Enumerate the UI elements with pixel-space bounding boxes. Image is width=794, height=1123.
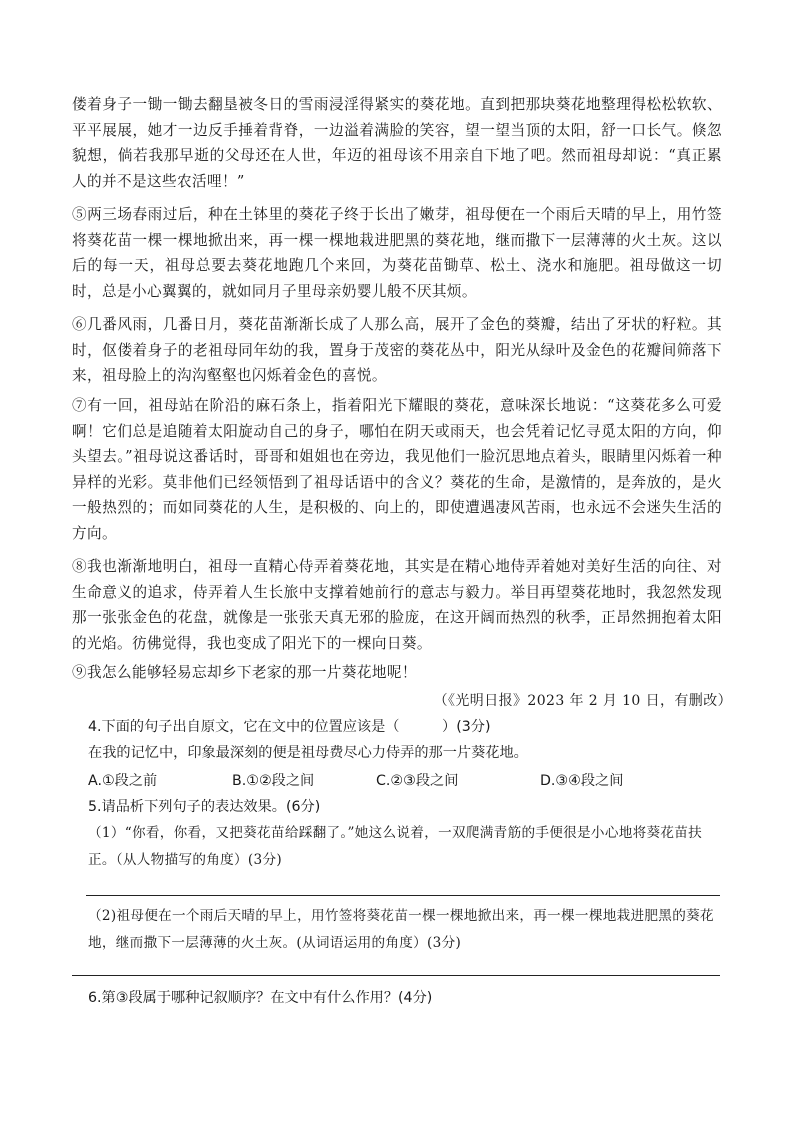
question-6-stem: 6.第③段属于哪种记叙顺序？在文中有什么作用？(4分) — [88, 990, 433, 1006]
option-a[interactable]: A.①段之前 — [88, 773, 158, 789]
question-5-part-2: （2)祖母便在一个雨后天晴的早上，用竹签将葵花苗一棵一棵地掀出来，再一棵一棵地栽进肥黑的葵花地，继而撒下一层薄薄的火土灰。(从词语运用的角度）(3分) — [88, 908, 714, 951]
article-paragraph-8: ⑧我也渐渐地明白，祖母一直精心侍弄着葵花地，其实是在精心地侍弄着她对美好生活的向往、对生命意义的追求，侍弄着人生长旅中支撑着她前行的意志与毅力。举目再望葵花地时，我忽然发现那一张张金色的花盘，就像是一张张天真无邪的脸庞，在这开阔而热烈的秋季，正昂然拥抱着太阳的光焰。彷佛觉得，我也变成了阳光下的一棵向日葵。 — [72, 558, 722, 652]
question-5-stem: 5.请品析下列句子的表达效果。(6分) — [88, 799, 321, 815]
question-5-part-1: （1）“你看，你看，又把葵花苗给踩翻了。”她这么说着，一双爬满青筋的手便很是小心地将葵花苗扶正。（从人物描写的角度）(3分) — [88, 825, 703, 868]
article-paragraph-7: ⑦有一回，祖母站在阶沿的麻石条上，指着阳光下耀眼的葵花，意味深长地说：“这葵花多么可爱啊！它们总是追随着太阳旋动自己的身子，哪怕在阴天或雨天，也会凭着记忆寻觅太阳的方向，仰头望去。”祖母说这番话时，哥哥和姐姐也在旁边，我见他们一脸沉思地点着头，眼睛里闪烁着一种异样的光彩。莫非他们已经领悟到了祖母话语中的含义？葵花的生命，是激情的，是奔放的，是火一般热烈的；而如同葵花的人生，是积极的、向上的，即使遭遇凄风苦雨，也永远不会迷失生活的方向。 — [72, 397, 722, 542]
article-paragraph-continued: 偻着身子一锄一锄去翻垦被冬日的雪雨浸淫得紧实的葵花地。直到把那块葵花地整理得松松软软、平平展展，她才一边反手捶着背脊，一边溢着满脸的笑容，望一望当顶的太阳，舒一口长气。倏忽貌想，倘若我那早逝的父母还在人世，年迈的祖母该不用亲自下地了吧。然而祖母却说：“真正累人的并不是这些农活哩！” — [72, 96, 722, 190]
question-4-options — [88, 770, 728, 792]
question-4-stem: 4.下面的句子出自原文，它在文中的位置应该是（ ）(3分) — [88, 719, 491, 735]
option-c[interactable]: C.②③段之间 — [376, 773, 459, 789]
option-b[interactable]: B.①②段之间 — [232, 773, 315, 789]
article-paragraph-9: ⑨我怎么能够轻易忘却乡下老家的那一片葵花地呢！ — [72, 664, 417, 681]
answer-line-5-1[interactable] — [86, 895, 720, 896]
article-paragraph-6: ⑥几番风雨，几番日月，葵花苗渐渐长成了人那么高，展开了金色的葵瓣，结出了牙状的籽粒。其时，伛偻着身子的老祖母同年幼的我，置身于茂密的葵花丛中，阳光从绿叶及金色的花瓣间筛落下来，祖母脸上的沟沟壑壑也闪烁着金色的喜悦。 — [72, 316, 722, 384]
question-4-sentence: 在我的记忆中，印象最深刻的便是祖母费尽心力侍弄的那一片葵花地。 — [88, 745, 528, 761]
option-d[interactable]: D.③④段之间 — [540, 773, 624, 789]
article-source: （《光明日报》2023 年 2 月 10 日，有删改） — [433, 693, 732, 709]
answer-line-5-2[interactable] — [72, 975, 720, 976]
article-paragraph-5: ⑤两三场春雨过后，种在土钵里的葵花子终于长出了嫩芽，祖母便在一个雨后天晴的早上，用竹签将葵花苗一棵一棵地掀出来，再一棵一棵地栽进肥黑的葵花地，继而撒下一层薄薄的火土灰。这以后的每一天，祖母总要去葵花地跑几个来回，为葵花苗锄草、松土、浇水和施肥。祖母做这一切时，总是小心翼翼的，就如同月子里母亲奶婴儿般不厌其烦。 — [72, 206, 722, 300]
